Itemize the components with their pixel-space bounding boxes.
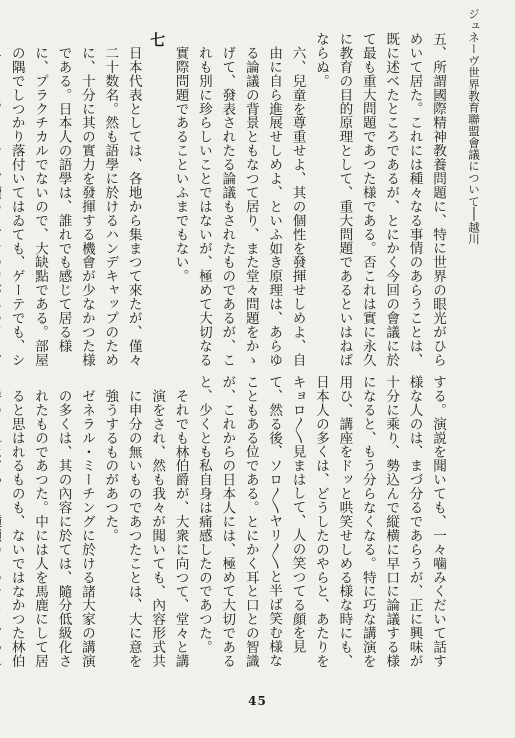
upper-text-column [8, 32, 449, 372]
paragraph-count-hayashi: それでも林伯爵が、大衆に向つて、堂々と講演をされ、然も我々が聞いても、內容形式共に申分の無いものであつたことは、大に意を強うするものがあつた。 [102, 389, 189, 668]
lower-text-column [8, 375, 449, 675]
running-title: ジュネーヴ世界教育聯盟會議について──越川 [467, 8, 481, 245]
paragraph-general-meeting: ゼネラル・ミーチングに於ける諸大家の講演の多くは、其の內容に於ては、隨分低級化されたものであつた。中には人を馬鹿にして居ると思はれるものも、ないではなかつた林伯 [8, 389, 95, 668]
paragraph-item-5: 五、所謂國際精神教養問題に、特に世界の眼光がひらめいて居た。これには種々なる事情のあらうことは、既に述べたところであるが、とにかく今回の會議に於て最も重大問題であつた様である。否これは實に永久に教育の目的原理として、重大問題であるといはねばならぬ。 [312, 32, 446, 367]
paragraph-japanese-delegation: 日本代表としては、各地から集まつて來たが、僅々二十数名。然も語學に於けるハンデキャップのために、十分に其の實力を發揮する機會が少なかつた様である。日本人の語學は、誰れでも感じて居る様に、プラクチカルでないので、大缺點である。部屋の隅でしつかり落付いてはゐても、ゲーテでも、シ [8, 46, 142, 367]
page-number: 45 [248, 694, 267, 708]
section-heading-7: 七 [148, 32, 167, 50]
paragraph-item-6: 六、兒童を尊重せよ、其の個性を發揮せしめよ、自由に自ら進展せしめよ、といふ如き原理は、あらゆる論議の背景ともなつて居り、また堂々問題をかゝげて、發表されたる論議もされたものであるが、これも別に珍らしいことではないが、極めて大切なる實際問題であることいふまでもない。 [172, 46, 306, 367]
paragraph-speech-comprehension: する。演説を聞いても、一々噛みくだいて話す様な人のは、まづ分るであらうが、正に興味が十分に乘り、勢込んで縦横に早口に論議する様になると、もう分らなくなる。特に巧な講演を用ひ、講座をドッと哄笑せしめる様な時にも、日本人の多くは、どうしたのやらと、あたりをキョロ〳〵見まはして、人の笑つてる顔を見て、然る後、ソロ〳〵ヤリ〳〵と半ば笑む様なこともある位である。とにかく耳と口との智識が、これからの日本人には、極めて大切であると、少くとも私自身は痛感したのであつた。 [195, 375, 446, 668]
